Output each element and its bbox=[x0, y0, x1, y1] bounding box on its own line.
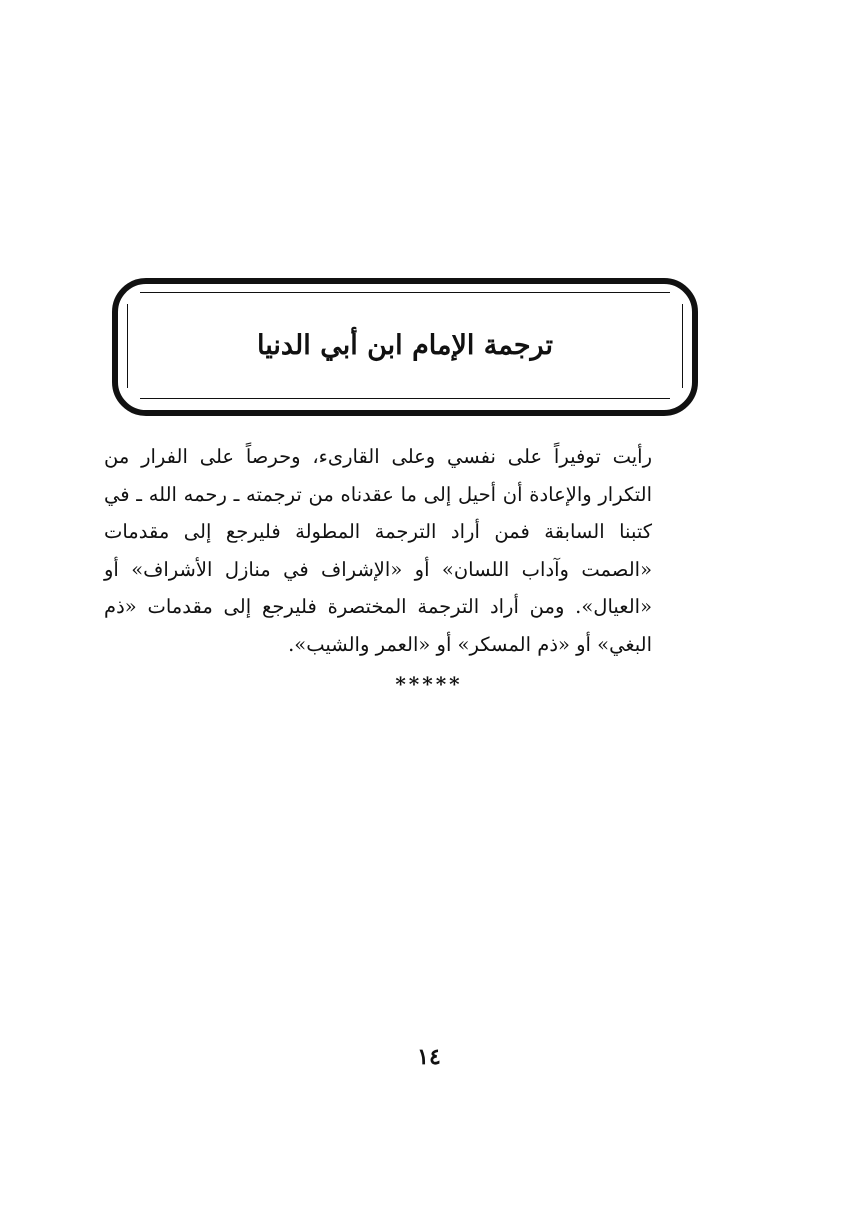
paragraph-text: رأيت توفيراً على نفسي وعلى القارىء، وحرصاً على الفرار من التكرار والإعادة أن أحيل إلى ما عقدناه من ترجمته ـ رحمه الله ـ في كتبنا السابقة فمن أراد الترجمة المطولة فليرجع إلى مقدمات «الصمت وآداب اللسان» أو «الإشراف في منازل الأشراف» أو «العيال». ومن أراد الترجمة المختصرة فليرجع إلى مقدمات «ذم البغي» أو «ذم المسكر» أو «العمر والشيب». bbox=[104, 445, 652, 656]
frame-inner-right-rule bbox=[682, 304, 683, 388]
section-separator: ***** bbox=[395, 672, 463, 696]
frame-inner-top-rule bbox=[140, 292, 670, 293]
body-paragraph bbox=[104, 438, 652, 663]
chapter-title: ترجمة الإمام ابن أبي الدنيا bbox=[257, 330, 553, 361]
frame-inner-left-rule bbox=[127, 304, 128, 388]
frame-inner-bottom-rule bbox=[140, 398, 670, 399]
page-number: ١٤ bbox=[417, 1044, 441, 1070]
